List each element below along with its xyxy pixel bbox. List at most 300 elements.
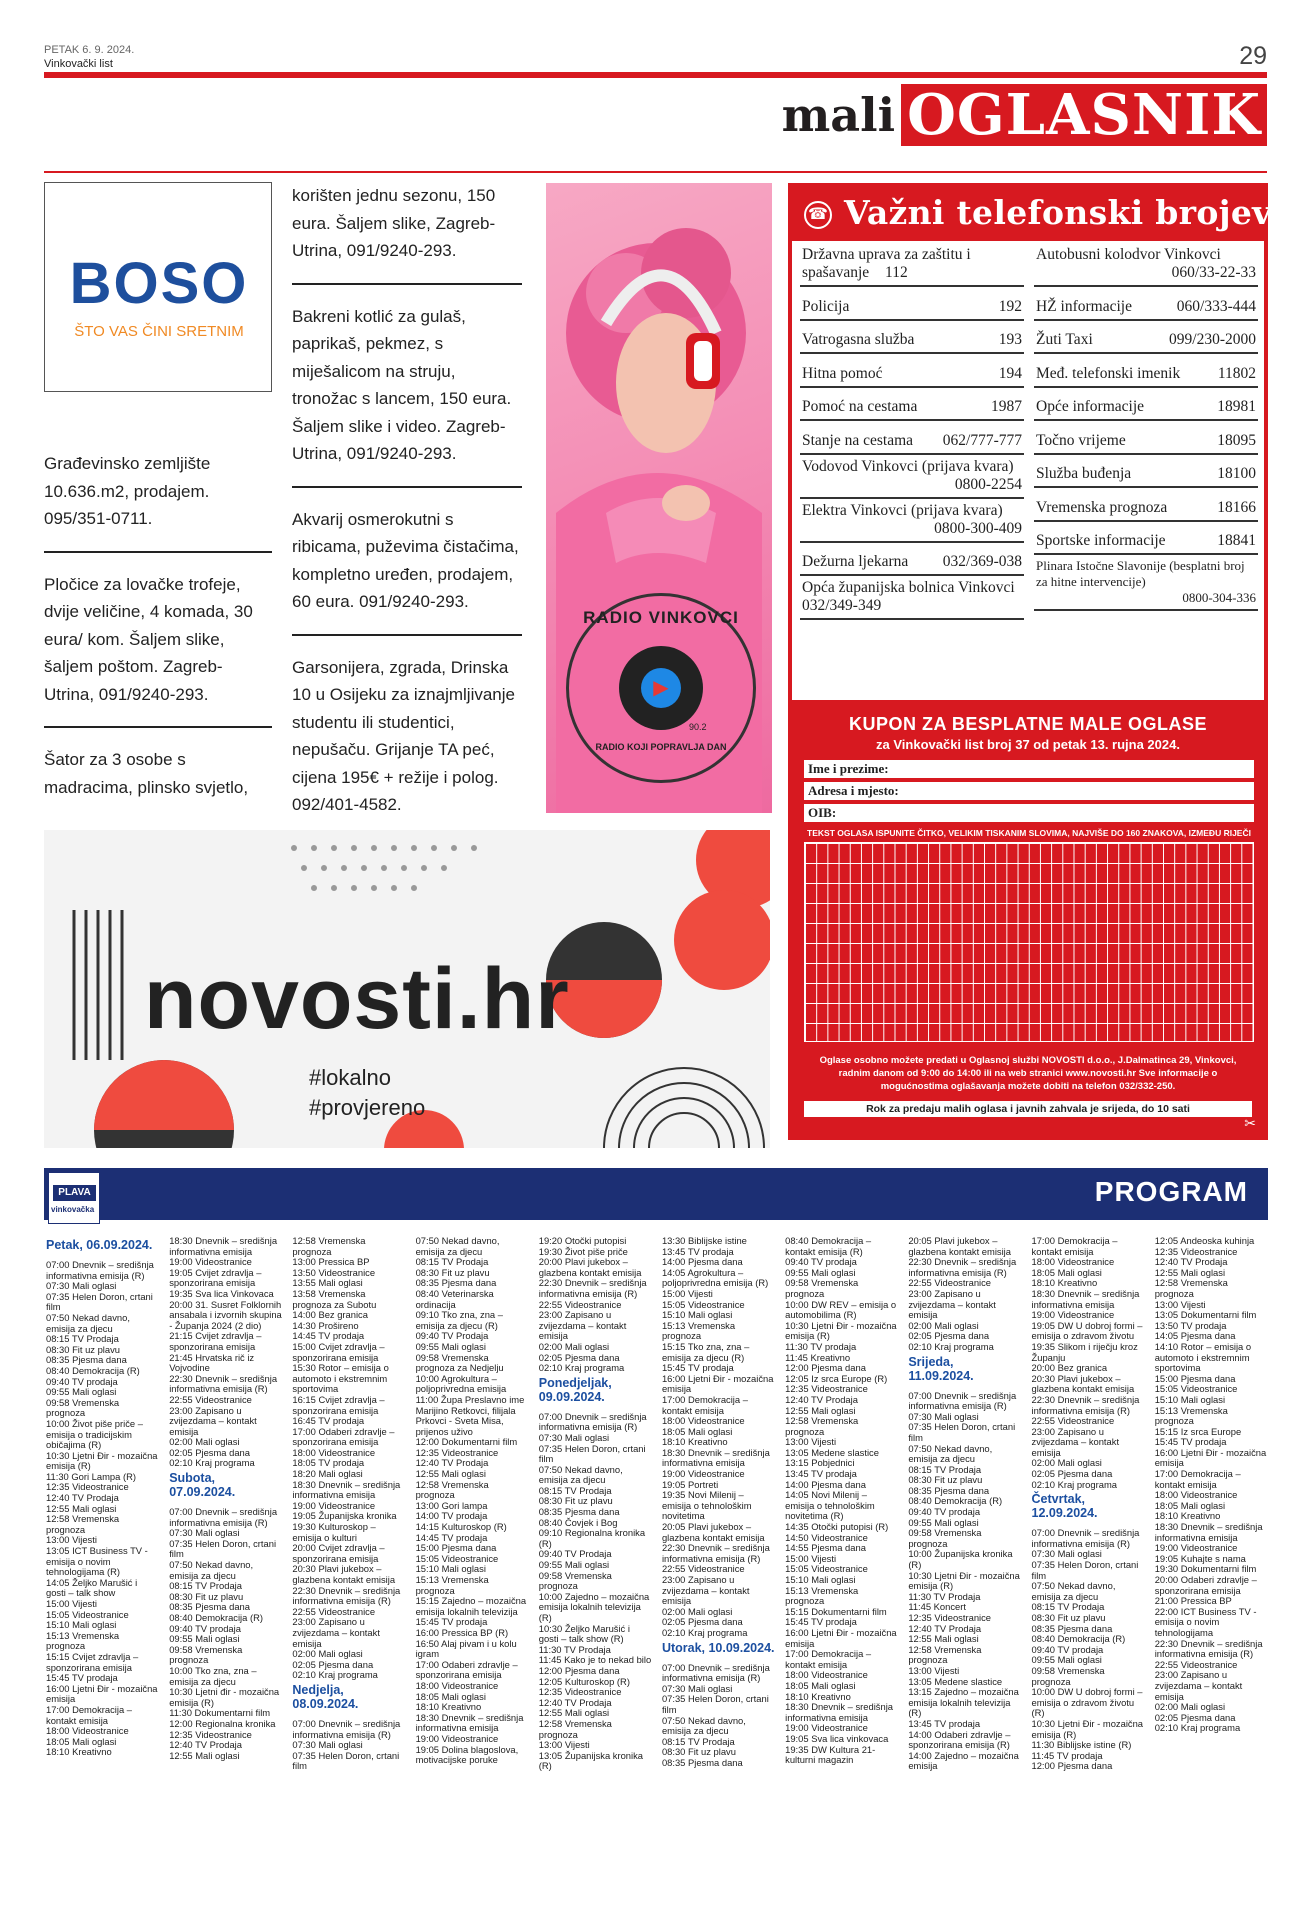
schedule-item: 08:15 TV Prodaja	[415, 1256, 489, 1268]
boso-logo: BOSO	[69, 251, 249, 316]
schedule-item: 15:00 Pjesma dana	[1154, 1372, 1236, 1384]
schedule-item: 18:00 Videostranice	[415, 1679, 499, 1691]
classified-ad: Akvarij osmerokutni s ribicama, puževima čistačima, kompletno uređen, prodajem, 60 eura. 091/9240-293.	[292, 506, 522, 636]
schedule-item: 10:30 Ljetni Đir - mozaična emisija (R)	[46, 1449, 158, 1472]
schedule-item: 19:30 Kulturoskop – emisija o kulturi	[292, 1521, 376, 1543]
phones-left-column	[800, 243, 1024, 620]
schedule-item: 09:55 Mali oglasi	[415, 1340, 486, 1352]
schedule-item: 02:10 Kraj programa	[661, 1626, 748, 1638]
schedule-day-heading: Nedjelja, 08.09.2024.	[292, 1682, 359, 1711]
schedule-item: 14:30 Prošireno	[292, 1319, 359, 1331]
schedule-item: 13:05 Županijska kronika (R)	[538, 1749, 643, 1772]
schedule-item: 10:30 Ljetni Đir - mozaična emisija (R)	[785, 1319, 897, 1342]
phones-title: Važni telefonski brojevi	[844, 193, 1285, 232]
schedule-item: 11:00 Župa Preslavno ime Marijino Retkovci, filijala Prkovci - Sveta Misa, prijenos uživo	[415, 1393, 525, 1437]
schedule-item: 08:15 TV Prodaja	[46, 1333, 119, 1345]
schedule-item: 08:35 Pjesma dana	[415, 1277, 497, 1289]
schedule-item: 22:30 Dnevnik – središnja informativna emisija (R)	[908, 1256, 1017, 1278]
schedule-item: 15:13 Vremenska prognoza	[1154, 1404, 1228, 1427]
phone-row: Vatrogasna služba 193	[800, 321, 1024, 355]
schedule-item: 12:05 Kulturoskop (R)	[538, 1675, 630, 1687]
schedule-item: 15:15 Tko zna, zna – emisija za djecu (R)	[661, 1340, 750, 1363]
schedule-item: 10:00 Županijska kronika (R)	[908, 1548, 1013, 1571]
schedule-item: 09:55 Mali oglasi	[785, 1266, 856, 1278]
schedule-item: 22:55 Videostranice	[908, 1277, 992, 1289]
schedule-item: 12:55 Mali oglasi	[1154, 1266, 1226, 1278]
radio-vinkovci-ad[interactable]	[546, 183, 772, 813]
schedule-item: 19:05 DW U dobroj formi – emisija o zdravom životu	[1031, 1319, 1143, 1342]
program-label: PROGRAM	[1094, 1176, 1248, 1207]
coupon-address-field[interactable]: Adresa i mjesto:	[804, 782, 1254, 800]
schedule-item: 11:30 TV Prodaja	[538, 1643, 611, 1655]
schedule-item: 12:05 Andeoska kuhinja	[1154, 1236, 1255, 1246]
schedule-item: 08:40 Demokracija (R)	[169, 1612, 263, 1623]
schedule-item: 16:50 Alaj pivam i u kolu igram	[415, 1637, 517, 1660]
phone-row: Pomoć na cestama 1987	[800, 388, 1024, 422]
schedule-item: 15:45 TV prodaja	[1154, 1436, 1227, 1448]
schedule-item: 19:00 Videostranice	[415, 1732, 499, 1744]
schedule-item: 21:45 Hrvatska rič iz Vojvodine	[169, 1351, 255, 1374]
novosti-hashtags: #lokalno #provjereno	[309, 1065, 426, 1120]
schedule-item: 15:00 Vijesti	[661, 1287, 713, 1299]
schedule-item: 09:58 Vremenska prognoza	[785, 1277, 859, 1299]
schedule-item: 07:35 Helen Doron, crtani film	[46, 1290, 153, 1313]
schedule-item: 07:50 Nekad davno, emisija za djecu	[538, 1463, 623, 1486]
schedule-item: 08:35 Pjesma dana	[1031, 1622, 1113, 1634]
coupon-deadline: Rok za predaju malih oglasa i javnih zahvala je srijeda, do 10 sati	[804, 1101, 1252, 1117]
schedule-item: 12:00 Pjesma dana	[538, 1664, 620, 1676]
schedule-item: 22:55 Videostranice	[292, 1605, 376, 1617]
classified-ad: Bakreni kotlić za gulaš, paprikaš, pekmez, s miješalicom na struju, tronožac s lancem, 150 eura. Šaljem slike i video. Zagreb-Utrina, 091/9240-293.	[292, 303, 522, 488]
schedule-item: 22:00 ICT Business TV - emisija o novim tehnologijama	[1154, 1605, 1257, 1638]
paper-name: Vinkovački list	[44, 58, 113, 70]
schedule-item: 07:30 Mali oglasi	[1031, 1548, 1102, 1560]
schedule-item: 12:40 TV Prodaja	[785, 1393, 858, 1405]
vinyl-record	[619, 646, 703, 730]
schedule-item: 12:55 Mali oglasi	[785, 1404, 856, 1416]
phone-row: Državna uprava za zaštitu i spašavanje 112	[800, 243, 1024, 287]
schedule-item: 22:30 Dnevnik – središnja informativna emisija (R)	[169, 1372, 278, 1395]
schedule-item: 19:00 Videostranice	[661, 1468, 745, 1480]
classified-ad: korišten jednu sezonu, 150 eura. Šaljem slike, Zagreb-Utrina, 091/9240-293.	[292, 182, 522, 285]
schedule-item: 12:58 Vremenska prognoza	[785, 1415, 859, 1437]
schedule-item: 13:00 Vijesti	[1154, 1298, 1206, 1310]
schedule-item: 08:40 Čovjek i Bog	[538, 1516, 618, 1528]
schedule-item: 20:05 Plavi jukebox – glazbena kontakt emisija	[908, 1236, 1011, 1257]
schedule-item: 08:35 Pjesma dana	[661, 1756, 743, 1768]
schedule-item: 15:30 Rotor – emisija o automoto i ekstremnim sportovima	[292, 1362, 389, 1395]
coupon-text-grid[interactable]	[804, 842, 1254, 1042]
schedule-item: 12:55 Mali oglasi	[538, 1707, 610, 1719]
tv-schedule	[46, 1236, 1268, 1916]
schedule-item: 10:00 Agrokultura – poljoprivredna emisija	[415, 1372, 507, 1395]
schedule-item: 13:45 TV prodaja	[908, 1717, 981, 1729]
radio-name: RADIO VINKOVCI	[583, 608, 739, 627]
schedule-item: 07:50 Nekad davno, emisija za djecu	[908, 1442, 993, 1465]
schedule-item: 10:00 Tko zna, zna – emisija za djecu	[169, 1664, 257, 1687]
schedule-item: 11:45 Kako je to nekad bilo	[538, 1654, 652, 1666]
schedule-item: 18:30 Dnevnik – središnja informativna emisija	[661, 1446, 770, 1469]
schedule-item: 07:00 Dnevnik – središnja informativna emisija (R)	[169, 1506, 278, 1528]
schedule-item: 02:10 Kraj programa	[1031, 1478, 1117, 1490]
schedule-item: 16:00 Ljetni Đir - mozaična emisija	[661, 1372, 774, 1395]
phone-row: Autobusni kolodvor Vinkovci 060/33-22-33	[1034, 243, 1258, 287]
schedule-item: 02:05 Pjesma dana	[1031, 1468, 1113, 1480]
schedule-item: 15:15 Zajedno – mozaična emisija lokalnih televizija	[415, 1595, 527, 1617]
schedule-item: 13:15 Pobjednici	[785, 1457, 855, 1469]
schedule-item: 11:45 Kreativno	[785, 1351, 851, 1363]
classifieds-column-2	[292, 182, 522, 857]
scissors-icon: ✂	[1244, 1115, 1256, 1131]
schedule-item: 09:58 Vremenska prognoza	[169, 1643, 243, 1666]
schedule-item: 23:00 Zapisano u zvijezdama – kontakt emisija	[1031, 1425, 1120, 1458]
schedule-item: 12:55 Mali oglasi	[908, 1633, 979, 1645]
free-ads-coupon[interactable]	[788, 700, 1268, 1140]
schedule-item: 08:40 Demokracija (R)	[908, 1495, 1003, 1507]
schedule-item: 19:30 Dokumentarni film	[1154, 1563, 1257, 1575]
schedule-item: 14:05 Željko Marušić i gosti – talk show	[46, 1576, 138, 1599]
schedule-item: 14:50 Videostranice	[785, 1531, 868, 1543]
schedule-item: 07:30 Mali oglasi	[538, 1431, 610, 1443]
schedule-item: 11:30 Biblijske istine (R)	[1031, 1739, 1132, 1751]
schedule-item: 11:45 TV prodaja	[1031, 1749, 1103, 1761]
phone-row: Vodovod Vinkovci (prijava kvara) 0800-2254	[800, 455, 1024, 499]
schedule-item: 07:00 Dnevnik – središnja informativna emisija (R)	[46, 1259, 154, 1281]
schedule-item: 10:30 Ljetni đir - mozaična emisija (R)	[169, 1686, 280, 1708]
schedule-item: 19:00 Videostranice	[1031, 1309, 1115, 1321]
schedule-item: 18:10 Kreativno	[785, 1690, 851, 1702]
schedule-item: 22:55 Videostranice	[1154, 1658, 1238, 1670]
schedule-item: 12:35 Videostranice	[415, 1446, 499, 1458]
schedule-item: 12:40 TV Prodaja	[538, 1696, 612, 1708]
schedule-item: 13:05 Medene slastice	[908, 1675, 1003, 1687]
schedule-item: 09:55 Mali oglasi	[1031, 1654, 1102, 1666]
schedule-item: 14:55 Pjesma dana	[785, 1542, 866, 1554]
coupon-instruction: TEKST OGLASA ISPUNITE ČITKO, VELIKIM TISKANIM SLOVIMA, NAJVIŠE DO 160 ZNAKOVA, IZMEĐU RIJEČI	[807, 828, 1251, 838]
schedule-item: 09:58 Vremenska prognoza	[908, 1527, 982, 1549]
phone-row: Plinara Istočne Slavonije (besplatni broj za hitne intervencije) 0800-304-336	[1034, 555, 1258, 611]
schedule-item: 17:00 Demokracija – kontakt emisija	[46, 1703, 132, 1726]
coupon-name-field[interactable]: Ime i prezime:	[804, 760, 1254, 778]
schedule-item: 13:55 Mali oglasi	[292, 1277, 363, 1289]
schedule-item: 16:00 Ljetni Đir - mozaična emisija	[46, 1682, 158, 1705]
schedule-item: 02:10 Kraj programa	[538, 1362, 625, 1374]
schedule-item: 17:00 Demokracija – kontakt emisija	[785, 1648, 872, 1670]
schedule-item: 13:00 Vijesti	[46, 1534, 97, 1546]
schedule-item: 10:00 Život piše priče – emisija o tradicijskim običajima (R)	[46, 1417, 143, 1451]
schedule-item: 15:13 Vremenska prognoza	[661, 1319, 736, 1342]
schedule-item: 14:45 TV prodaja	[415, 1531, 488, 1543]
schedule-item: 07:00 Dnevnik – središnja informativna emisija (R)	[1031, 1527, 1140, 1549]
schedule-item: 12:35 Videostranice	[908, 1612, 992, 1623]
schedule-item: 12:58 Vremenska prognoza	[292, 1236, 366, 1257]
phone-row: Međ. telefonski imenik 11802	[1034, 354, 1258, 388]
schedule-item: 18:20 Mali oglasi	[292, 1468, 363, 1480]
classified-ad: Pločice za lovačke trofeje, dvije veličine, 4 komada, 30 eura/ kom. Šaljem slike, šaljem poštom. Zagreb-Utrina, 091/9240-293.	[44, 571, 272, 729]
classified-ad: Građevinsko zemljište 10.636.m2, prodajem. 095/351-0711.	[44, 450, 272, 553]
schedule-item: 19:35 Novi Milenij – emisija o tehnološkim novitetima	[661, 1489, 752, 1522]
schedule-item: 14:05 Novi Milenij – emisija o tehnološkim novitetima (R)	[785, 1489, 875, 1522]
coupon-subtitle: za Vinkovački list broj 37 od petak 13. rujna 2024.	[876, 737, 1180, 752]
schedule-item: 15:45 TV prodaja	[415, 1616, 488, 1628]
schedule-item: 15:00 Pjesma dana	[415, 1542, 497, 1554]
schedule-item: 15:45 TV prodaja	[661, 1362, 734, 1374]
issue-date: PETAK 6. 9. 2024.	[44, 44, 135, 56]
schedule-item: 02:10 Kraj programa	[169, 1457, 255, 1469]
schedule-item: 02:05 Pjesma dana	[292, 1658, 374, 1670]
schedule-item: 13:00 Vijesti	[785, 1436, 837, 1448]
schedule-item: 15:10 Mali oglasi	[46, 1619, 117, 1631]
schedule-item: 15:00 Vijesti	[46, 1598, 97, 1609]
schedule-item: 08:15 TV Prodaja	[908, 1463, 982, 1475]
schedule-item: 02:10 Kraj programa	[908, 1340, 994, 1352]
schedule-item: 19:05 Dolina blagoslova, motivacijske poruke	[415, 1743, 519, 1766]
schedule-item: 09:40 TV prodaja	[46, 1375, 118, 1387]
schedule-item: 14:00 Bez granica	[292, 1309, 368, 1321]
schedule-item: 13:15 Zajedno – mozaična emisija lokalnih televizija (R)	[908, 1686, 1019, 1719]
masthead	[782, 84, 1267, 146]
phone-row: Dežurna ljekarna 032/369-038	[800, 543, 1024, 577]
schedule-item: 20:00 Cvijet zdravlja – sponzorirana emisija	[292, 1542, 385, 1564]
schedule-item: 15:15 Iz srca Europe	[1154, 1425, 1242, 1437]
schedule-item: 15:10 Mali oglasi	[1154, 1393, 1226, 1405]
schedule-item: 18:30 Dnevnik – središnja informativna emisija	[292, 1478, 401, 1501]
phone-row: Elektra Vinkovci (prijava kvara) 0800-300-409	[800, 499, 1024, 543]
schedule-item: 10:00 DW REV – emisija o automobilima (R)	[785, 1298, 897, 1321]
schedule-item: 09:55 Mali oglasi	[538, 1559, 610, 1571]
schedule-item: 07:30 Mali oglasi	[46, 1280, 117, 1292]
schedule-item: 22:55 Videostranice	[169, 1393, 252, 1405]
schedule-item: 12:58 Vremenska prognoza	[415, 1478, 489, 1501]
radio-slogan: RADIO KOJI POPRAVLJA DAN	[595, 742, 727, 752]
schedule-item: 12:40 TV Prodaja	[908, 1622, 982, 1634]
schedule-item: 08:35 Pjesma dana	[46, 1354, 127, 1366]
schedule-item: 08:30 Fit uz plavu	[1031, 1612, 1106, 1623]
schedule-item: 19:05 Županijska kronika	[292, 1510, 397, 1522]
schedule-item: 07:50 Nekad davno, emisija za djecu	[46, 1311, 130, 1334]
plava-logo: PLAVA vinkovačka	[48, 1172, 100, 1224]
schedule-item: 18:00 Videostranice	[1031, 1256, 1115, 1268]
schedule-item: 16:00 Ljetni Đir - mozaična emisija	[785, 1626, 897, 1649]
schedule-item: 18:30 Dnevnik – središnja informativna emisija	[169, 1236, 278, 1257]
schedule-item: 09:40 TV prodaja	[785, 1256, 857, 1268]
schedule-item: 10:30 Ljetni Đir - mozaična emisija (R)	[1031, 1717, 1144, 1740]
schedule-item: 09:10 Tko zna, zna – emisija za djecu (R)	[415, 1309, 503, 1331]
schedule-item: 20:05 Plavi jukebox – glazbena kontakt emisija	[661, 1521, 765, 1543]
schedule-item: 18:00 Videostranice	[785, 1669, 868, 1681]
schedule-item: 18:05 Mali oglasi	[785, 1679, 856, 1691]
boso-tagline: ŠTO VAS ČINI SRETNIM	[74, 323, 244, 340]
schedule-item: 08:35 Pjesma dana	[169, 1601, 250, 1613]
schedule-item: 11:30 TV Prodaja	[908, 1590, 981, 1602]
schedule-item: 14:15 Kulturoskop (R)	[415, 1521, 507, 1533]
schedule-item: 20:00 Bez granica	[1031, 1362, 1108, 1374]
schedule-item: 19:30 Život piše priče	[538, 1245, 628, 1257]
masthead-rule	[44, 171, 1267, 173]
schedule-item: 09:55 Mali oglasi	[169, 1633, 240, 1645]
schedule-item: 12:00 Regionalna kronika	[169, 1717, 276, 1729]
schedule-item: 12:58 Vremenska prognoza	[908, 1643, 982, 1666]
schedule-item: 08:30 Fit uz plavu	[661, 1746, 736, 1758]
phone-row: Opće informacije 18981	[1034, 388, 1258, 422]
schedule-item: 20:30 Plavi jukebox – glazbena kontakt emisija	[292, 1563, 396, 1585]
schedule-item: 08:30 Fit uz plavu	[415, 1266, 490, 1278]
schedule-item: 02:05 Pjesma dana	[169, 1446, 250, 1458]
schedule-item: 10:00 DW U dobroj formi – emisija o zdravom životu (R)	[1031, 1686, 1143, 1719]
schedule-item: 14:35 Otočki putopisi (R)	[785, 1521, 889, 1533]
schedule-item: 07:50 Nekad davno, emisija za djecu	[169, 1559, 254, 1581]
schedule-item: 08:15 TV Prodaja	[1031, 1601, 1105, 1613]
schedule-item: 14:10 Rotor – emisija o automoto i ekstremnim sportovima	[1154, 1340, 1252, 1374]
schedule-item: 15:13 Vremenska prognoza	[46, 1629, 120, 1652]
schedule-item: 08:30 Fit uz plavu	[538, 1495, 613, 1507]
schedule-item: 18:05 Mali oglasi	[1031, 1266, 1102, 1278]
schedule-item: 09:55 Mali oglasi	[46, 1386, 117, 1398]
schedule-item: 02:00 Mali oglasi	[1031, 1457, 1102, 1469]
phone-icon: ☎	[804, 201, 832, 229]
schedule-item: 09:40 TV prodaja	[908, 1506, 981, 1518]
schedule-item: 19:05 Portreti	[661, 1478, 719, 1490]
schedule-item: 02:00 Mali oglasi	[169, 1436, 240, 1448]
schedule-item: 17:00 Demokracija – kontakt emisija	[1031, 1236, 1118, 1257]
radio-logo	[566, 593, 756, 783]
schedule-item: 12:00 Pjesma dana	[785, 1362, 866, 1374]
schedule-item: 07:35 Helen Doron, crtani film	[292, 1749, 400, 1772]
phone-row: Žuti Taxi 099/230-2000	[1034, 321, 1258, 355]
schedule-item: 07:35 Helen Doron, crtani film	[169, 1537, 277, 1560]
schedule-item: 15:10 Mali oglasi	[661, 1309, 733, 1321]
schedule-item: 13:05 Medene slastice	[785, 1446, 879, 1458]
novosti-banner[interactable]	[44, 830, 770, 1148]
schedule-item: 19:00 Videostranice	[292, 1499, 376, 1511]
schedule-item: 13:45 TV prodaja	[785, 1468, 857, 1480]
schedule-item: 23:00 Zapisano u zvijezdama – kontakt emisija	[1154, 1669, 1243, 1702]
schedule-item: 13:50 Videostranice	[292, 1266, 376, 1278]
schedule-item: 19:05 Kuhajte s nama	[1154, 1552, 1246, 1564]
schedule-item: 10:30 Ljetni Đir - mozaična emisija (R)	[908, 1569, 1020, 1592]
schedule-day-heading: Petak, 06.09.2024.	[46, 1238, 153, 1252]
schedule-item: 21:00 Pressica BP	[1154, 1595, 1232, 1607]
schedule-item: 14:45 TV prodaja	[292, 1330, 365, 1342]
phone-row: Policija 192	[800, 287, 1024, 321]
schedule-item: 13:00 Vijesti	[908, 1664, 960, 1676]
schedule-item: 19:35 DW Kultura 21- kulturni magazin	[785, 1743, 876, 1766]
schedule-item: 19:35 Sva lica Vinkovaca	[169, 1287, 274, 1299]
schedule-item: 18:10 Kreativno	[661, 1436, 728, 1448]
schedule-item: 07:35 Helen Doron, crtani film	[908, 1421, 1016, 1443]
schedule-item: 23:00 Zapisano u zvijezdama – kontakt emisija	[908, 1287, 996, 1321]
schedule-item: 15:05 Videostranice	[661, 1298, 745, 1310]
schedule-item: 02:00 Mali oglasi	[908, 1319, 979, 1331]
schedule-item: 02:00 Mali oglasi	[1154, 1701, 1226, 1713]
schedule-item: 19:00 Videostranice	[169, 1256, 252, 1268]
schedule-item: 12:35 Videostranice	[46, 1481, 129, 1493]
schedule-item: 22:30 Dnevnik – središnja informativna emisija (R)	[1031, 1393, 1140, 1416]
schedule-item: 09:55 Mali oglasi	[908, 1516, 979, 1528]
schedule-item: 07:50 Nekad davno, emisija za djecu	[661, 1714, 746, 1737]
schedule-item: 12:35 Videostranice	[538, 1686, 622, 1698]
schedule-item: 08:30 Fit uz plavu	[908, 1474, 983, 1486]
schedule-item: 18:05 Mali oglasi	[1154, 1499, 1226, 1511]
schedule-item: 07:30 Mali oglasi	[292, 1739, 363, 1751]
schedule-item: 12:05 Iz srca Europe (R)	[785, 1372, 888, 1384]
schedule-item: 02:05 Pjesma dana	[1154, 1711, 1236, 1723]
schedule-item: 18:10 Kreativno	[1031, 1277, 1098, 1289]
schedule-item: 20:00 Odaberi zdravlje – sponzorirana emisija	[1154, 1574, 1257, 1596]
schedule-item: 13:00 Vijesti	[538, 1739, 590, 1751]
schedule-item: 09:40 TV prodaja	[1031, 1643, 1104, 1655]
schedule-item: 08:35 Pjesma dana	[908, 1484, 990, 1496]
phones-header	[792, 187, 1285, 241]
schedule-item: 19:00 Videostranice	[1154, 1542, 1238, 1554]
schedule-item: 12:58 Vremenska prognoza	[538, 1717, 612, 1740]
masthead-small: mali	[781, 88, 896, 142]
schedule-item: 07:35 Helen Doron, crtani film	[538, 1442, 646, 1465]
schedule-item: 15:45 TV prodaja	[46, 1672, 118, 1684]
schedule-day-heading: Četvrtak, 12.09.2024.	[1031, 1492, 1098, 1521]
important-phones-box	[788, 183, 1285, 739]
schedule-item: 17:00 Odaberi zdravlje – sponzorirana emisija	[415, 1658, 518, 1681]
schedule-item: 14:05 Agrokultura – poljoprivredna emisija (R)	[661, 1266, 769, 1289]
schedule-item: 10:30 Željko Marušić i gosti – talk show (R)	[538, 1622, 630, 1645]
schedule-item: 08:15 TV Prodaja	[169, 1580, 242, 1592]
schedule-item: 02:10 Kraj programa	[1154, 1722, 1241, 1734]
schedule-item: 15:10 Mali oglasi	[785, 1574, 856, 1585]
schedule-item: 22:30 Dnevnik – središnja informativna emisija (R)	[292, 1584, 401, 1607]
schedule-item: 09:58 Vremenska prognoza za Nedjelju	[415, 1351, 504, 1374]
schedule-item: 19:05 Cvijet zdravlja – sponzorirana emisija	[169, 1266, 262, 1289]
schedule-item: 09:10 Regionalna kronika (R)	[538, 1527, 646, 1549]
schedule-item: 15:45 TV prodaja	[785, 1616, 857, 1628]
schedule-item: 09:58 Vremenska prognoza	[46, 1396, 120, 1419]
schedule-item: 13:58 Vremenska prognoza za Subotu	[292, 1287, 377, 1310]
schedule-item: 15:05 Videostranice	[785, 1563, 868, 1575]
schedule-item: 15:15 Cvijet zdravlja – sponzorirana emisija	[46, 1650, 139, 1673]
schedule-item: 18:00 Videostranice	[1154, 1489, 1238, 1501]
schedule-item: 20:00 Plavi jukebox – glazbena kontakt emisija	[538, 1256, 642, 1278]
page-number: 29	[1239, 42, 1267, 70]
schedule-item: 18:05 Mali oglasi	[415, 1690, 486, 1702]
schedule-item: 16:00 Pressica BP (R)	[415, 1626, 509, 1638]
schedule-item: 14:00 Pjesma dana	[785, 1478, 866, 1490]
schedule-item: 08:15 TV Prodaja	[538, 1484, 612, 1496]
schedule-item: 18:10 Kreativno	[46, 1746, 112, 1758]
schedule-item: 15:05 Videostranice	[415, 1552, 499, 1564]
schedule-item: 08:15 TV Prodaja	[661, 1735, 735, 1747]
schedule-item: 12:40 TV Prodaja	[46, 1492, 119, 1504]
schedule-item: 22:55 Videostranice	[538, 1298, 622, 1310]
schedule-item: 02:00 Mali oglasi	[538, 1340, 610, 1352]
phone-row: Vremenska prognoza 18166	[1034, 488, 1258, 522]
schedule-item: 12:35 Videostranice	[785, 1383, 868, 1395]
program-header	[44, 1168, 1268, 1220]
schedule-item: 13:05 ICT Business TV - emisija o novim tehnologijama (R)	[46, 1545, 148, 1578]
schedule-item: 18:05 TV prodaja	[292, 1457, 365, 1469]
boso-ad[interactable]	[44, 182, 272, 392]
schedule-item: 07:50 Nekad davno, emisija za djecu	[415, 1236, 500, 1257]
schedule-item: 13:45 TV prodaja	[661, 1245, 734, 1257]
schedule-item: 15:15 Dokumentarni film	[785, 1605, 887, 1617]
coupon-oib-field[interactable]: OIB:	[804, 804, 1254, 822]
schedule-item: 20:30 Plavi jukebox – glazbena kontakt emisija	[1031, 1372, 1135, 1395]
schedule-item: 08:40 Veterinarska ordinacija	[415, 1287, 494, 1310]
schedule-item: 02:05 Pjesma dana	[908, 1330, 990, 1342]
schedule-item: 15:10 Mali oglasi	[415, 1563, 486, 1575]
schedule-item: 14:00 Pjesma dana	[661, 1256, 743, 1268]
schedule-item: 14:00 TV prodaja	[415, 1510, 488, 1522]
schedule-item: 07:00 Dnevnik – središnja informativna emisija (R)	[292, 1717, 401, 1740]
schedule-item: 02:05 Pjesma dana	[661, 1616, 743, 1628]
